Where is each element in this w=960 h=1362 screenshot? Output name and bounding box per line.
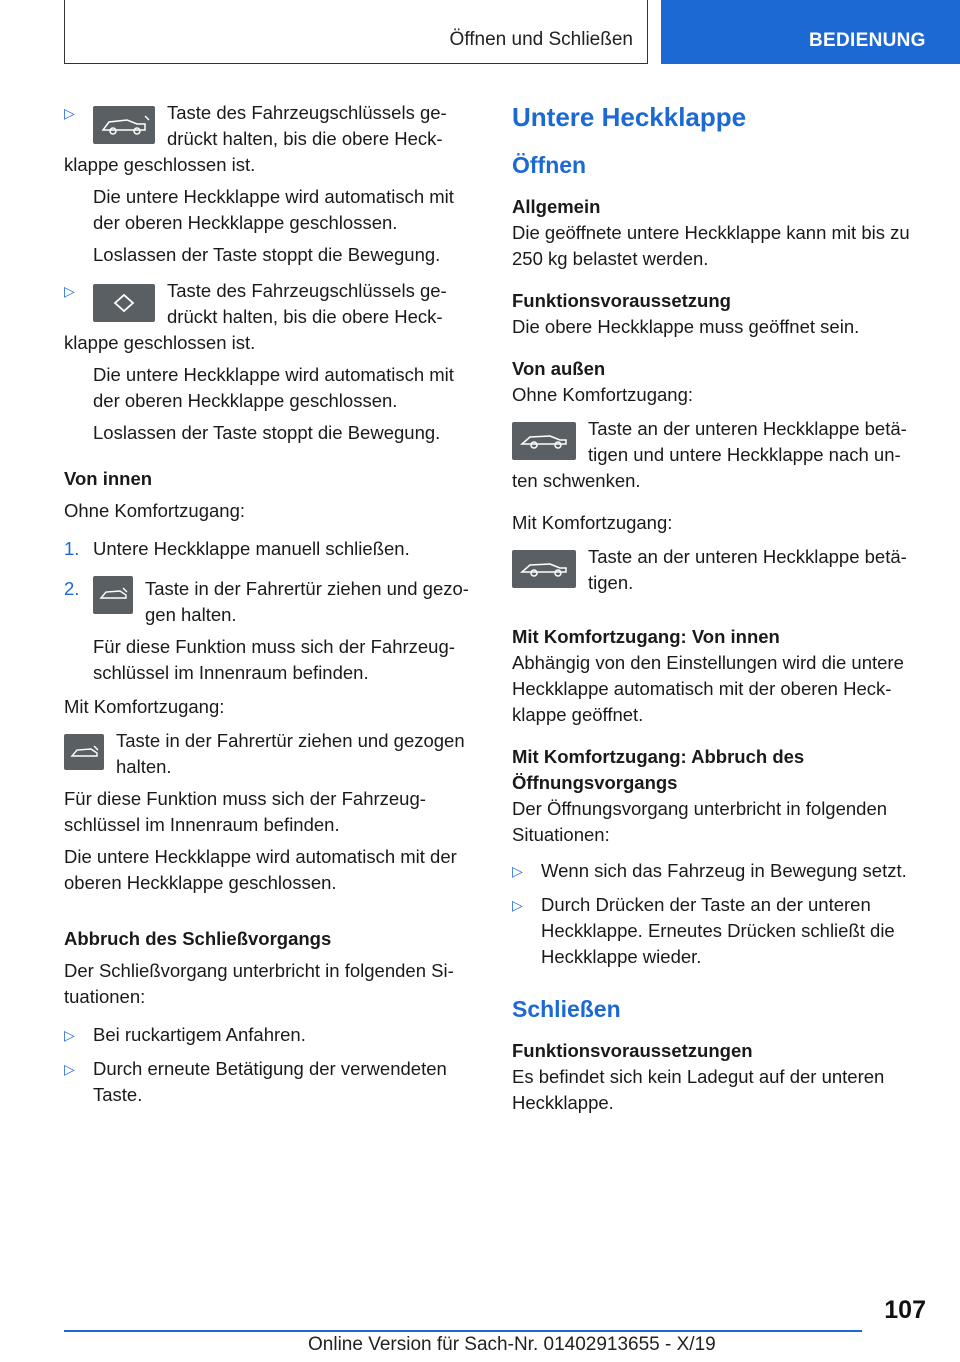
step-number: 2. [64, 578, 80, 599]
header-section-box [64, 0, 648, 64]
mit-komfort-row [64, 728, 480, 780]
schliessen-heading: Schließen [512, 996, 621, 1022]
left-column [64, 100, 480, 1108]
section-title: Untere Heckklappe [512, 102, 747, 132]
car-tailgate-open-icon [512, 550, 576, 588]
car-tailgate-close-icon [93, 106, 155, 144]
allgemein-text: Die geöffnete untere Heckklappe kann mit bis zu 250 kg belastet werden. [512, 222, 910, 269]
triangle-bullet-icon: ▷ [64, 105, 75, 121]
triangle-bullet-icon: ▷ [64, 1027, 75, 1043]
header-chapter-title: BEDIENUNG [809, 30, 926, 51]
mit-innen-heading: Mit Komfortzugang: Von innen [512, 626, 780, 647]
chevron-button-icon [93, 284, 155, 322]
list-item [64, 576, 480, 686]
step2-note: Für diese Funktion muss sich der Fahrzeug-schlüssel im Innenraum befinden. [93, 636, 455, 683]
triangle-bullet-icon: ▷ [512, 897, 523, 913]
door-switch-icon [93, 576, 133, 614]
funktion-heading: Funktionsvoraussetzung [512, 290, 731, 311]
item2-text-a: Taste des Fahrzeugschlüssels ge- [167, 280, 447, 301]
abbruch-item-1: Bei ruckartigem Anfahren. [93, 1024, 306, 1045]
list-item [64, 1056, 480, 1108]
list-item [64, 100, 480, 268]
abbruch-oeffnung-text: Der Öffnungsvorgang unterbricht in folgenden Situationen: [512, 798, 888, 845]
funktionen-text: Es befindet sich kein Ladegut auf der unteren Heckklappe. [512, 1066, 885, 1113]
mit-text-b: tigen. [588, 572, 634, 593]
door-switch-icon [64, 734, 104, 770]
abbruch-text: Der Schließvorgang unterbricht in folgenden Si-tuationen: [64, 960, 454, 1007]
item1-p2: Loslassen der Taste stoppt die Bewegung. [93, 244, 441, 265]
ohne-text-a: Taste an der unteren Heckklappe betä- [588, 418, 907, 439]
abbruch-oeffnung-item-1: Wenn sich das Fahrzeug in Bewegung setzt. [541, 860, 907, 881]
mit-komfort-label: Mit Komfortzugang: [512, 512, 673, 533]
footer-divider [64, 1330, 862, 1332]
list-item [64, 536, 480, 562]
funktionen-heading: Funktionsvoraussetzungen [512, 1040, 753, 1061]
triangle-bullet-icon: ▷ [64, 1061, 75, 1077]
triangle-bullet-icon: ▷ [512, 863, 523, 879]
step1-text: Untere Heckklappe manuell schließen. [93, 538, 410, 559]
list-item [512, 858, 932, 884]
step2-text: Taste in der Fahrertür ziehen und gezo-gen halten. [145, 578, 469, 625]
abbruch-oeffnung-heading: Mit Komfortzugang: Abbruch des Öffnungsvorgangs [512, 746, 805, 793]
item2-p1: Die untere Heckklappe wird automatisch mit der oberen Heckklappe geschlossen. [93, 364, 454, 411]
von-aussen-heading: Von außen [512, 358, 606, 379]
ohne-text-b: tigen und untere Heckklappe nach un- [588, 444, 901, 465]
mit-komfort-text: Taste in der Fahrertür ziehen und gezogen halten. [116, 730, 465, 777]
abbruch-heading: Abbruch des Schließvorgangs [64, 928, 332, 949]
abbruch-oeffnung-item-2: Durch Drücken der Taste an der unteren Heckklappe. Erneutes Drücken schließt die Heckklappe wieder. [541, 894, 895, 967]
item1-text-b: drückt halten, bis die obere Heck- [167, 128, 443, 149]
header-chapter-tab [661, 0, 960, 64]
item1-p1: Die untere Heckklappe wird automatisch mit der oberen Heckklappe geschlossen. [93, 186, 454, 233]
item2-p2: Loslassen der Taste stoppt die Bewegung. [93, 422, 441, 443]
von-innen-heading: Von innen [64, 468, 153, 489]
abbruch-item-2: Durch erneute Betätigung der verwendeten Taste. [93, 1058, 447, 1105]
mit-komfort-label: Mit Komfortzugang: [64, 696, 225, 717]
car-tailgate-open-icon [512, 422, 576, 460]
triangle-bullet-icon: ▷ [64, 283, 75, 299]
ohne-komfort-row [512, 416, 932, 494]
right-column [512, 100, 932, 1116]
item2-text-c: klappe geschlossen ist. [64, 332, 256, 353]
step-number: 1. [64, 538, 80, 559]
funktion-text: Die obere Heckklappe muss geöffnet sein. [512, 316, 860, 337]
list-item [512, 892, 932, 970]
ohne-text-c: ten schwenken. [512, 470, 641, 491]
footer-online-version: Online Version für Sach-Nr. 01402913655 - X/19 [308, 1334, 716, 1355]
list-item [64, 278, 480, 446]
left-note-b: Die untere Heckklappe wird automatisch mit der oberen Heckklappe geschlossen. [64, 846, 457, 893]
allgemein-heading: Allgemein [512, 196, 601, 217]
mit-text-a: Taste an der unteren Heckklappe betä- [588, 546, 907, 567]
item1-text-a: Taste des Fahrzeugschlüssels ge- [167, 102, 447, 123]
item2-text-b: drückt halten, bis die obere Heck- [167, 306, 443, 327]
mit-innen-text: Abhängig von den Einstellungen wird die untere Heckklappe automatisch mit der oberen Heck-klappe geöffnet. [512, 652, 904, 725]
list-item [64, 1022, 480, 1048]
ohne-komfort-label: Ohne Komfortzugang: [512, 384, 693, 405]
oeffnen-heading: Öffnen [512, 152, 587, 178]
ohne-komfort-label: Ohne Komfortzugang: [64, 500, 245, 521]
header-section-title: Öffnen und Schließen [449, 29, 633, 50]
left-note-a: Für diese Funktion muss sich der Fahrzeug-schlüssel im Innenraum befinden. [64, 788, 426, 835]
mit-komfort-row [512, 544, 932, 596]
page-number: 107 [884, 1296, 926, 1324]
item1-text-c: klappe geschlossen ist. [64, 154, 256, 175]
